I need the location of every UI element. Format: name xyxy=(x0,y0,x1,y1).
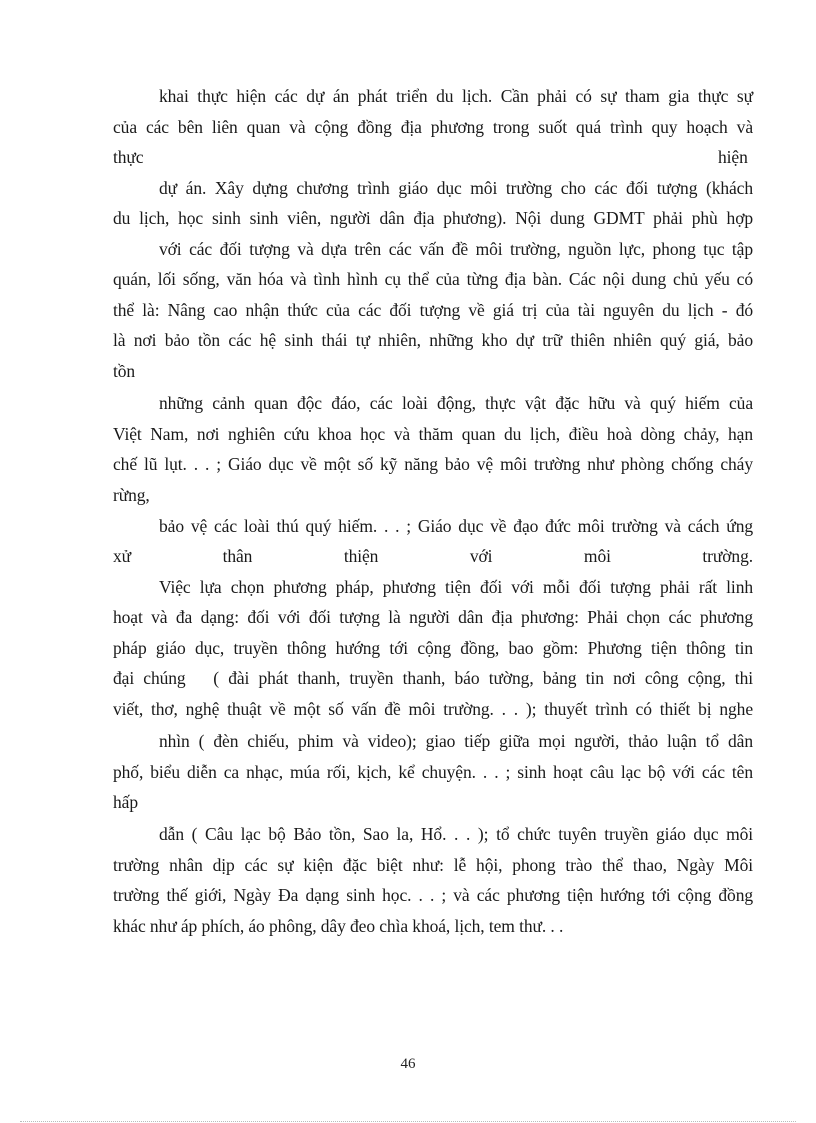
text-line: trường nhân dịp các sự kiện đặc biệt như: lễ hội, phong trào thể thao, Ngày Môi xyxy=(113,855,753,875)
text-line: hấp xyxy=(113,792,138,812)
text-line: những cảnh quan độc đáo, các loài động, thực vật đặc hữu và quý hiếm của xyxy=(159,393,753,413)
text-line: viết, thơ, nghệ thuật về một số vấn đề môi trường. . . ); thuyết trình có thiết bị nghe xyxy=(113,699,753,719)
text-line: thực xyxy=(113,147,144,167)
text-line: trường thế giới, Ngày Đa dạng sinh học. . . ; và các phương tiện hướng tới cộng đồng xyxy=(113,885,753,905)
text-line: hiện xyxy=(718,147,748,167)
text-line: tồn xyxy=(113,361,136,381)
text-line: đại chúng ( đài phát thanh, truyền thanh, báo tường, bảng tin nơi công cộng, thi xyxy=(113,668,753,688)
text-line: du lịch, học sinh sinh viên, người dân địa phương). Nội dung GDMT phải phù hợp xyxy=(113,208,753,228)
text-line: Việt Nam, nơi nghiên cứu khoa học và thăm quan du lịch, điều hoà dòng chảy, hạn xyxy=(113,424,753,444)
page-bottom-divider xyxy=(20,1121,796,1122)
text-line: pháp giáo dục, truyền thông hướng tới cộng đồng, bao gồm: Phương tiện thông tin xyxy=(113,638,753,658)
text-line: bảo vệ các loài thú quý hiếm. . . ; Giáo dục về đạo đức môi trường và cách ứng xyxy=(159,516,753,536)
text-line: khai thực hiện các dự án phát triển du lịch. Cần phải có sự tham gia thực sự xyxy=(159,86,753,106)
text-line: nhìn ( đèn chiếu, phim và video); giao tiếp giữa mọi người, thảo luận tổ dân xyxy=(159,731,753,751)
text-line: phố, biểu diễn ca nhạc, múa rối, kịch, kể chuyện. . . ; sinh hoạt câu lạc bộ với các tên xyxy=(113,762,753,782)
text-line: Việc lựa chọn phương pháp, phương tiện đối với mỗi đối tượng phải rất linh xyxy=(159,577,753,597)
text-line: thể là: Nâng cao nhận thức của các đối tượng về giá trị của tài nguyên du lịch - đó xyxy=(113,300,753,320)
page-number: 46 xyxy=(400,1056,416,1072)
text-line: hoạt và đa dạng: đối với đối tượng là người dân địa phương: Phải chọn các phương xyxy=(113,607,753,627)
text-line: khác như áp phích, áo phông, dây đeo chìa khoá, lịch, tem thư. . . xyxy=(113,916,564,936)
text-line: dẫn ( Câu lạc bộ Bảo tồn, Sao la, Hổ. . . ); tổ chức tuyên truyền giáo dục môi xyxy=(159,824,753,844)
text-line: chế lũ lụt. . . ; Giáo dục về một số kỹ năng bảo vệ môi trường như phòng chống cháy xyxy=(113,454,753,474)
text-line: quán, lối sống, văn hóa và tình hình cụ thể của từng địa bàn. Các nội dung chủ yếu có xyxy=(113,269,753,289)
text-line: rừng, xyxy=(113,485,150,505)
text-line: với các đối tượng và dựa trên các vấn đề môi trường, nguồn lực, phong tục tập xyxy=(159,239,753,259)
text-line: xử thân thiện với môi trường. xyxy=(113,546,753,566)
text-line: của các bên liên quan và cộng đồng địa phương trong suốt quá trình quy hoạch và xyxy=(113,117,753,137)
text-line: dự án. Xây dựng chương trình giáo dục môi trường cho các đối tượng (khách xyxy=(159,178,753,198)
text-line: là nơi bảo tồn các hệ sinh thái tự nhiên, những kho dự trữ thiên nhiên quý giá, bảo xyxy=(113,330,753,350)
